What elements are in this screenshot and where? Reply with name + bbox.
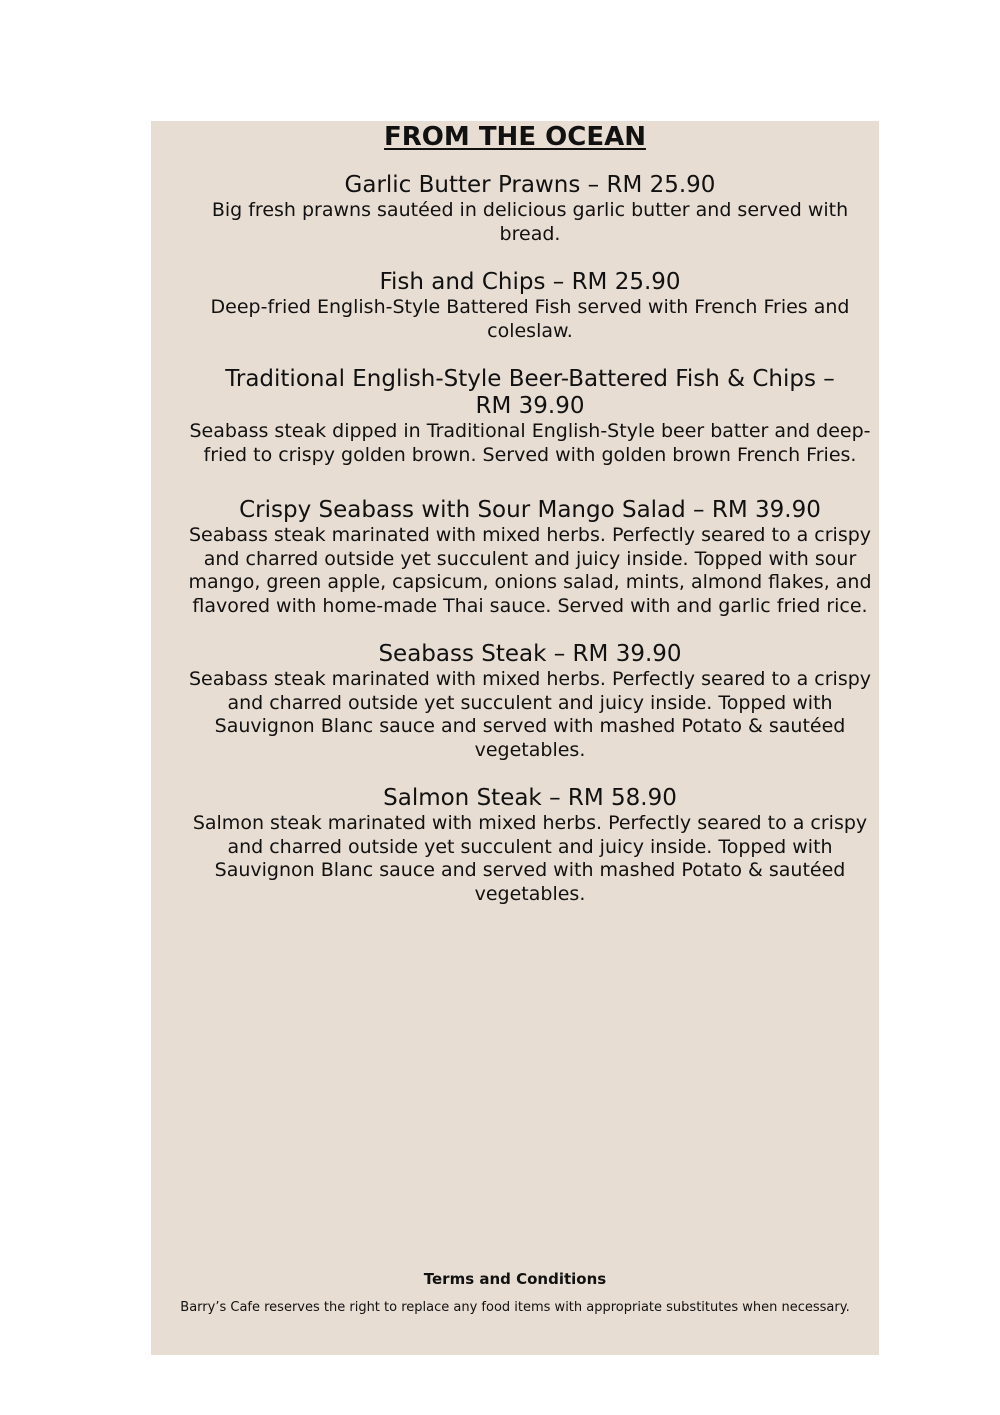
item-name: Seabass Steak – RM 39.90 <box>378 641 682 667</box>
item-description: Big fresh prawns sautéed in delicious garlic butter and served with bread. <box>211 199 849 245</box>
menu-list <box>181 172 879 929</box>
terms-section <box>151 1269 879 1317</box>
menu-item-crispy-seabass <box>181 497 879 618</box>
item-name: Salmon Steak – RM 58.90 <box>383 785 677 811</box>
item-description: Seabass steak marinated with mixed herbs. Perfectly seared to a crispy and charred outside yet succulent and juicy inside. Topped with Sauvignon Blanc sauce and served with mashed Potato & sautéed vegetables. <box>188 668 872 761</box>
menu-panel <box>151 121 879 1355</box>
item-description: Seabass steak dipped in Traditional English-Style beer batter and deep-fried to crispy golden brown. Served with golden brown French Fries. <box>189 420 871 466</box>
section-title: FROM THE OCEAN <box>384 122 646 152</box>
terms-text: Barry’s Cafe reserves the right to replace any food items with appropriate substitutes when necessary. <box>180 1300 850 1315</box>
menu-item-garlic-butter-prawns <box>181 172 879 246</box>
menu-item-seabass-steak <box>181 641 879 762</box>
item-name: Crispy Seabass with Sour Mango Salad – RM 39.90 <box>239 497 821 523</box>
menu-item-fish-and-chips <box>181 269 879 343</box>
item-description: Seabass steak marinated with mixed herbs. Perfectly seared to a crispy and charred outside yet succulent and juicy inside. Topped with sour mango, green apple, capsicum, onions salad, mints, almond flakes, and flavored with home-made Thai sauce. Served with and garlic fried rice. <box>188 524 872 617</box>
item-name: Fish and Chips – RM 25.90 <box>379 269 681 295</box>
item-name: Traditional English-Style Beer-Battered Fish & Chips – RM 39.90 <box>225 366 835 419</box>
item-name: Garlic Butter Prawns – RM 25.90 <box>344 172 716 198</box>
terms-title: Terms and Conditions <box>423 1270 607 1288</box>
item-description: Deep-fried English-Style Battered Fish served with French Fries and coleslaw. <box>210 296 850 342</box>
menu-item-beer-battered-fish-chips <box>181 366 879 467</box>
menu-item-salmon-steak <box>181 785 879 906</box>
item-description: Salmon steak marinated with mixed herbs. Perfectly seared to a crispy and charred outside yet succulent and juicy inside. Topped with Sauvignon Blanc sauce and served with mashed Potato & sautéed vegetables. <box>192 812 868 905</box>
